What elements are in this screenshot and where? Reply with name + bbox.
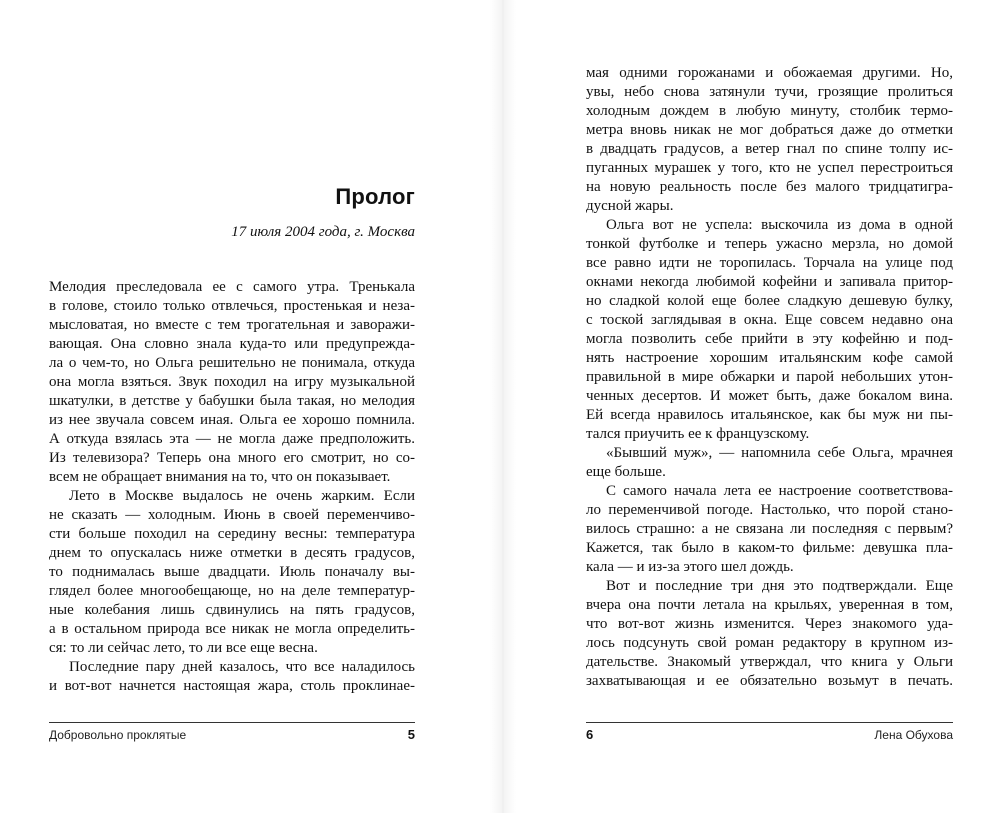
text-line: всем не обращает внимания на то, что он показывает. <box>49 469 391 485</box>
text-line: мая одними горожанами и обожаемая другими. Но, <box>586 65 953 81</box>
text-line: С самого начала лета ее настроение соответствова- <box>606 483 953 499</box>
text-line: пуганных мурашек у того, кто не успел перестроиться <box>586 160 953 176</box>
text-line: Лето в Москве выдалось не очень жарким. Если <box>69 488 415 504</box>
running-footer-author: Лена Обухова <box>874 728 953 742</box>
text-line: метра вновь никак не мог добраться даже до отметки <box>586 122 953 138</box>
text-line: Последние пару дней казалось, что все наладилось <box>69 659 415 675</box>
text-line: не сказать — холодным. Июнь в своей переменчиво- <box>49 507 415 523</box>
text-line: «Бывший муж», — напомнила себе Ольга, мрачнея <box>606 445 953 461</box>
text-line: Из телевизора? Теперь она много его смотрит, но со- <box>49 450 415 466</box>
text-line: на новую реальность после без малого тридцатигра- <box>586 179 953 195</box>
text-line: глядел более многообещающе, но на деле температур- <box>49 583 415 599</box>
text-line: что вот-вот жизнь изменится. Через знакомого уда- <box>586 616 953 632</box>
running-footer-book-title: Добровольно проклятые <box>49 728 187 742</box>
text-line: шкатулки, в детстве у бабушки была такая, но мелодия <box>49 393 415 409</box>
text-line: она могла взяться. Звук походил на игру музыкальной <box>49 374 415 390</box>
text-line: в двадцать градусов, а ветер гнал по спине толпу ис- <box>586 141 953 157</box>
text-line: холодным дождем в любую минуту, столбик термо- <box>586 103 953 119</box>
text-line: днем то опускалась ниже отметки в десять градусов, <box>49 545 415 561</box>
text-line: захватывающая и ее обязательно возьмут в печать. <box>586 673 953 689</box>
text-line: Ей всегда нравилось итальянское, как бы муж ни пы- <box>586 407 953 423</box>
left-page <box>0 0 500 813</box>
text-line: вчера она почти летала на крыльях, уверенная в том, <box>586 597 953 613</box>
text-line: тонкой футболке и теперь ужасно мерзла, но домой <box>586 236 953 252</box>
text-line: еще больше. <box>586 464 666 480</box>
text-line: увы, небо снова затянули тучи, грозящие пролиться <box>586 84 953 100</box>
right-page-body-text <box>586 64 953 691</box>
right-page <box>506 0 1006 813</box>
text-line: Кажется, так было в каком-то фильме: девушка пла- <box>586 540 953 556</box>
text-line: нять настроение хорошим итальянским кофе самой <box>586 350 953 366</box>
left-footer-rule <box>49 722 415 723</box>
text-line: и вот-вот начнется настоящая жара, столь проклинае- <box>49 678 415 694</box>
text-line: окнами некогда любимой кофейни и запивала притор- <box>586 274 953 290</box>
text-line: ся: то ли сейчас лето, то ли все еще весна. <box>49 640 318 656</box>
text-line: ло переменчивой погоде. Настолько, что порой стано- <box>586 502 953 518</box>
text-line: Вот и последние три дня это подтверждали. Еще <box>606 578 953 594</box>
text-line: Ольга вот не успела: выскочила из дома в одной <box>606 217 953 233</box>
text-line: дусной жары. <box>586 198 674 214</box>
text-line: а в остальном природа все никак не могла определить- <box>49 621 415 637</box>
text-line: ные колебания лишь сдвинулись на пять градусов, <box>49 602 415 618</box>
text-line: в голове, стоило только отвлечься, простенькая и неза- <box>49 298 415 314</box>
text-line: то поднималась выше двадцати. Июль поначалу вы- <box>49 564 415 580</box>
chapter-dateline: 17 июля 2004 года, г. Москва <box>231 224 415 240</box>
text-line: тался приучить ее к французскому. <box>586 426 810 442</box>
text-line: но сладкой колой еще более сладкую дешевую булку, <box>586 293 953 309</box>
text-line: кала — и из-за этого шел дождь. <box>586 559 794 575</box>
text-line: дательстве. Знакомый утверждал, что книга у Ольги <box>586 654 953 670</box>
text-line: сти больше походил на середину весны: температура <box>49 526 415 542</box>
page-number-left: 5 <box>407 727 415 742</box>
text-line: могла позволить себе прийти в эту кофейню и под- <box>586 331 953 347</box>
text-line: с тоской заглядывая в окна. Еще совсем недавно она <box>586 312 953 328</box>
text-line: ла о чем-то, но Ольга решительно не понимала, откуда <box>49 355 415 371</box>
page-number-right: 6 <box>586 727 594 742</box>
chapter-title: Пролог <box>335 184 415 209</box>
text-line: мысловатая, но вместе с тем трогательная и заворажи- <box>49 317 415 333</box>
text-line: все равно идти не торопилась. Торчала на улице под <box>586 255 953 271</box>
left-page-body-text <box>49 278 415 696</box>
text-line: лось подсунуть свой роман редактору в крупном из- <box>586 635 953 651</box>
text-line: вилось страшно: а не связана ли последняя с первым? <box>586 521 953 537</box>
right-footer-rule <box>586 722 953 723</box>
text-line: правильной в мире обжарки и парой небольших утон- <box>586 369 953 385</box>
text-line: Мелодия преследовала ее с самого утра. Тренькала <box>49 279 415 295</box>
text-line: ченных десертов. И может быть, даже бокалом вина. <box>586 388 953 404</box>
text-line: вающая. Она словно знала куда-то или предупрежда- <box>49 336 415 352</box>
text-line: А откуда взялась эта — не могла даже предположить. <box>49 431 415 447</box>
text-line: из нее звучала совсем иная. Ольга ее хорошо помнила. <box>49 412 415 428</box>
